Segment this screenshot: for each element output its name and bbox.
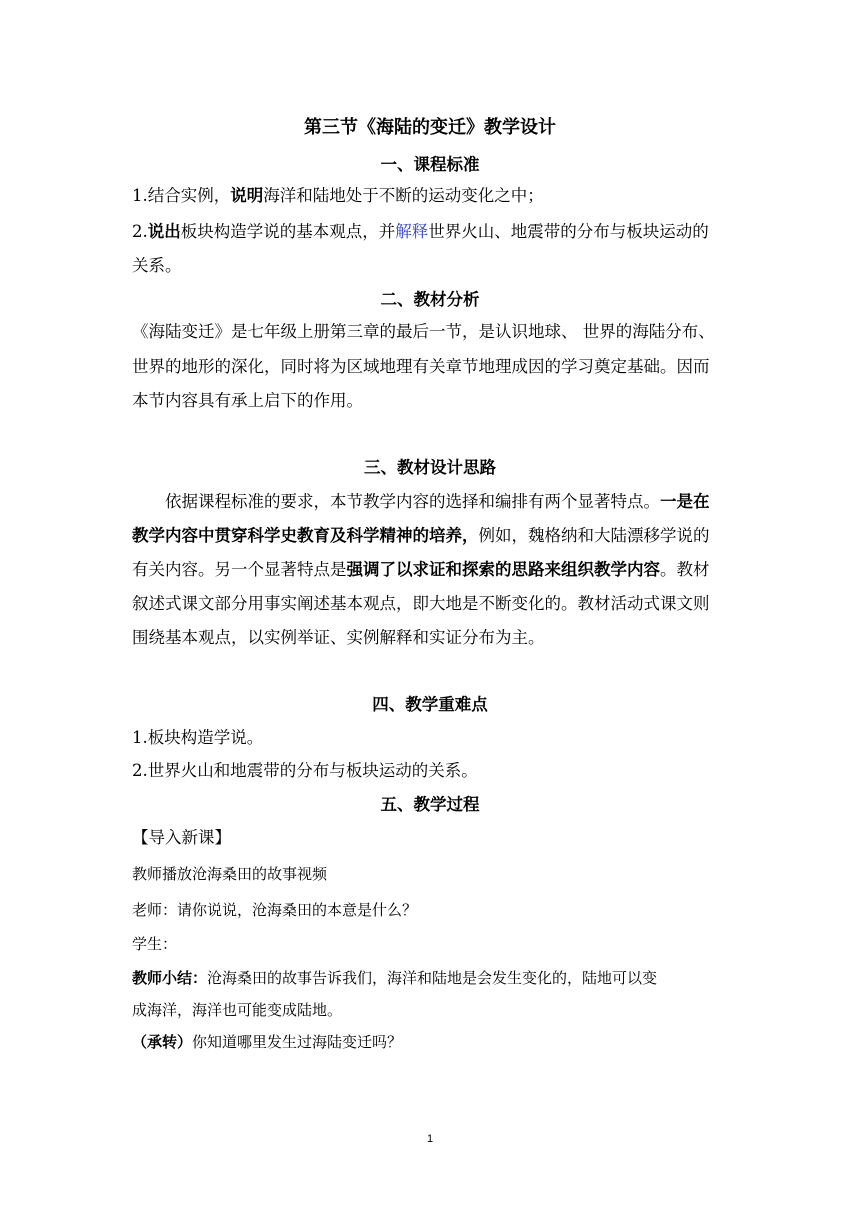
bold-text: （承转）	[132, 1033, 193, 1051]
paragraph-line	[165, 490, 732, 514]
bold-text: 说出	[147, 222, 181, 241]
paragraph-line: 教师播放沧海桑田的故事视频	[132, 865, 328, 883]
paragraph-line	[132, 220, 732, 244]
page-number: 1	[426, 1133, 434, 1145]
paragraph-line: 《海陆变迁》是七年级上册第三章的最后一节，是认识地球、 世界的海陆分布、	[132, 322, 715, 341]
paragraph-line	[132, 1030, 732, 1054]
bold-text: 教师小结：	[132, 969, 208, 987]
text-span: 你知道哪里发生过海陆变迁吗？	[192, 1033, 403, 1051]
text-span: 世界火山、地震带的分布与板块运动的	[428, 222, 709, 241]
section-heading-curriculum-standard: 一、课程标准	[380, 155, 480, 174]
text-span: 板块构造学说的基本观点，并	[180, 222, 396, 241]
subsection-label: 【导入新课】	[132, 828, 231, 847]
paragraph-line: 成海洋，海洋也可能变成陆地。	[132, 1001, 343, 1019]
paragraph-line: 关系。	[132, 256, 182, 275]
bold-text: 一是在	[660, 492, 710, 511]
section-heading-teaching-process: 五、教学过程	[380, 795, 480, 814]
text-span: 有关内容。另一个显著特点是	[132, 560, 347, 579]
section-heading-key-points: 四、教学重难点	[372, 695, 488, 714]
paragraph-line: 学生：	[132, 935, 178, 953]
paragraph-line: 老师：请你说说，沧海桑田的本意是什么？	[132, 901, 418, 919]
text-span: 例如，魏格纳和大陆漂移学说的	[478, 526, 710, 545]
text-span: 2.	[132, 222, 148, 241]
bold-text: 说明	[230, 186, 264, 205]
text-span: 1.结合实例，	[132, 186, 231, 205]
paragraph-line	[132, 558, 732, 582]
text-span: 依据课程标准的要求，本节教学内容的选择和编排有两个显著特点。	[165, 492, 660, 511]
paragraph-line: 世界的地形的深化，同时将为区域地理有关章节地理成因的学习奠定基础。因而	[132, 357, 710, 376]
bold-text: 教学内容中贯穿科学史教育及科学精神的培养，	[132, 526, 479, 545]
paragraph-line	[132, 184, 732, 208]
paragraph-line	[132, 966, 732, 990]
paragraph-line: 叙述式课文部分用事实阐述基本观点，即大地是不断变化的。教材活动式课文则	[132, 594, 710, 613]
list-item: 2.世界火山和地震带的分布与板块运动的关系。	[132, 761, 478, 780]
section-heading-design-idea: 三、教材设计思路	[364, 458, 496, 477]
document-title: 第三节《海陆的变迁》教学设计	[304, 117, 556, 138]
list-item: 1.板块构造学说。	[132, 728, 264, 747]
paragraph-line	[132, 524, 732, 548]
paragraph-line: 围绕基本观点，以实例举证、实例解释和实证分布为主。	[132, 628, 545, 647]
paragraph-line: 本节内容具有承上启下的作用。	[132, 391, 363, 410]
bold-text: 强调了以求证和探索的思路来组织教学内容	[346, 560, 660, 579]
section-heading-textbook-analysis: 二、教材分析	[380, 290, 480, 309]
text-span: 海洋和陆地处于不断的运动变化之中；	[263, 186, 544, 205]
text-span: 。教材	[660, 560, 710, 579]
text-span: 沧海桑田的故事告诉我们，海洋和陆地是会发生变化的，陆地可以变	[207, 969, 658, 987]
explain-link[interactable]: 解释	[395, 222, 429, 241]
